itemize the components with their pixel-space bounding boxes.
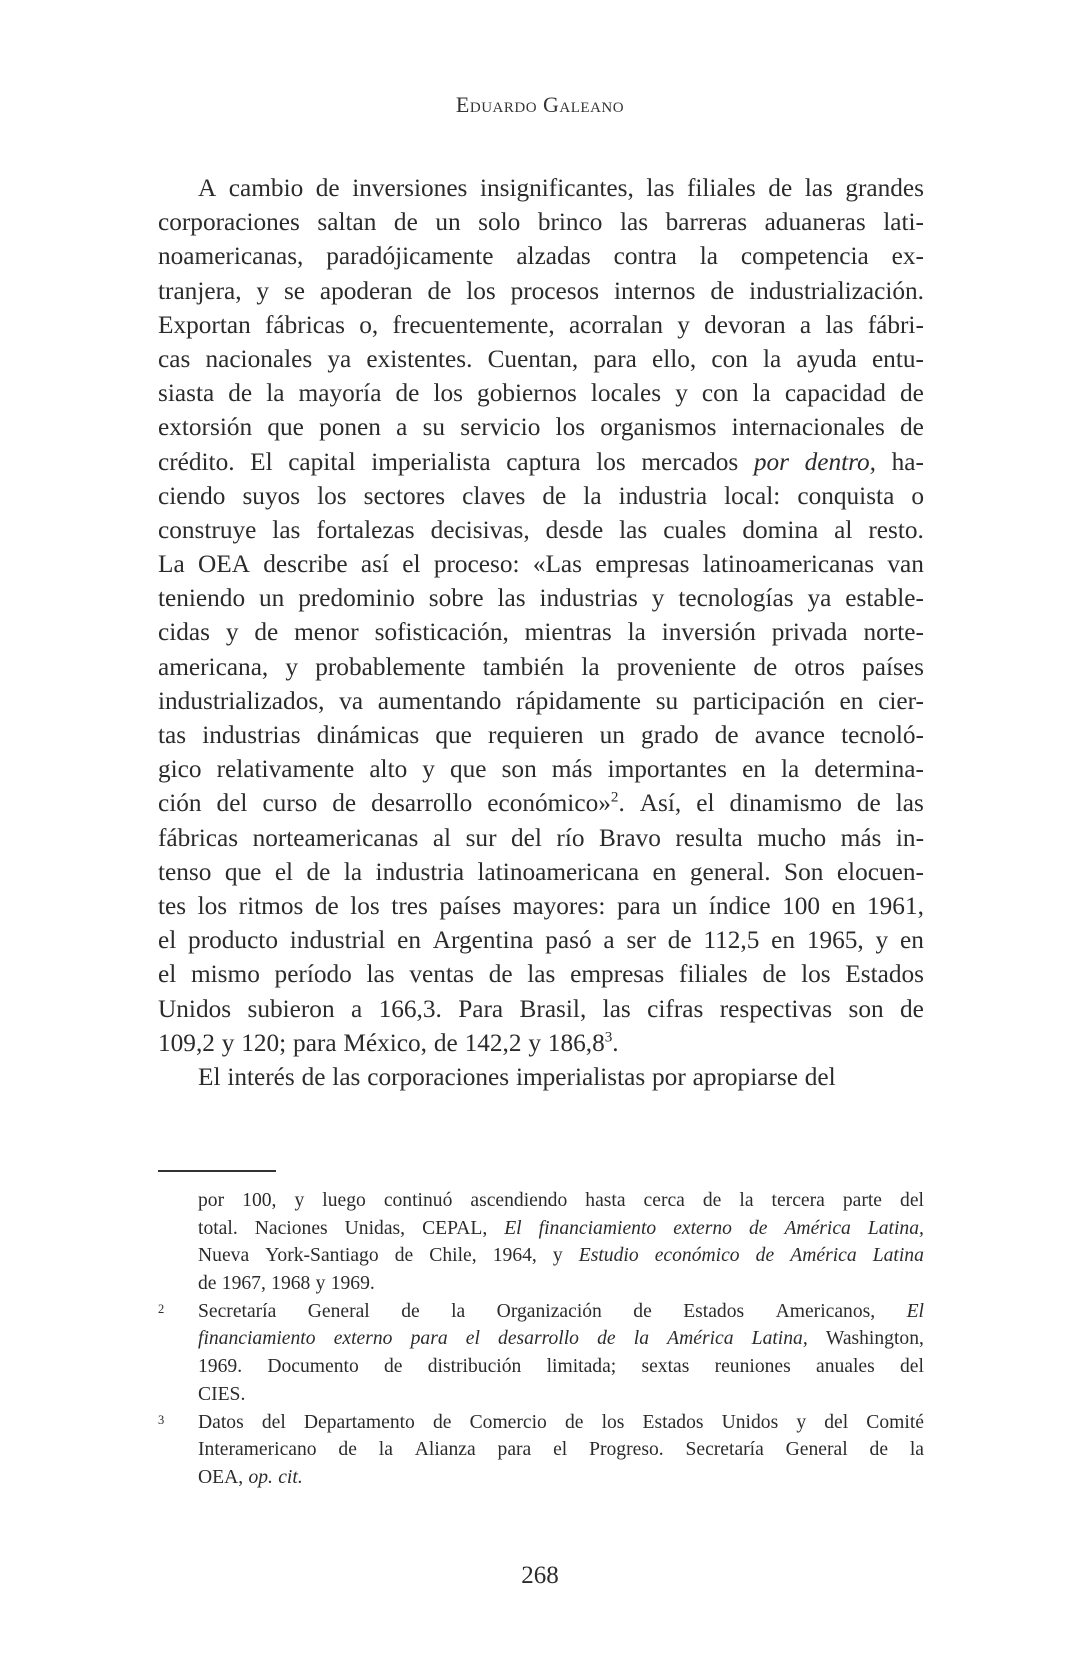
body-line: El interés de las corporaciones imperialistas por apropiarse del [198, 1062, 836, 1091]
body-line: Unidos subieron a 166,3. Para Brasil, las cifras respectivas son de [158, 994, 924, 1023]
body-line: el mismo período las ventas de las empresas filiales de los Estados [158, 960, 924, 989]
body-line: ciendo suyos los sectores claves de la industria local: conquista o [158, 481, 924, 510]
footnotes [158, 1187, 924, 1492]
body-line: gico relativamente alto y que son más importantes en la determina- [158, 755, 924, 784]
footnote-line: Interamericano de la Alianza para el Progreso. Secretaría General de la [198, 1439, 924, 1461]
body-line: tes los ritmos de los tres países mayores: para un índice 100 en 1961, [158, 891, 924, 920]
body-text [158, 171, 924, 1094]
footnote-3: 3 Datos del Departamento de Comercio de los Estados Unidos y del Comité [158, 1409, 924, 1437]
running-head: Eduardo Galeano [455, 92, 625, 117]
body-line: siasta de la mayoría de los gobiernos locales y con la capacidad de [158, 379, 924, 408]
body-line: La OEA describe así el proceso: «Las empresas latinoamericanas van [158, 550, 924, 579]
body-line: tranjera, y se apoderan de los procesos internos de industrialización. [158, 276, 924, 305]
body-line: cas nacionales ya existentes. Cuentan, para ello, con la ayuda entu- [158, 344, 924, 373]
footnote-number: 3 [158, 1412, 165, 1427]
body-line: industrializados, va aumentando rápidamente su participación en cier- [158, 686, 924, 715]
footnote-line: 1969. Documento de distribución limitada; sextas reuniones anuales del [198, 1356, 924, 1378]
body-line: americana, y probablemente también la proveniente de otros países [158, 652, 924, 681]
footnote-line: Nueva York-Santiago de Chile, 1964, y Estudio económico de América Latina [198, 1245, 924, 1267]
body-line: noamericanas, paradójicamente alzadas contra la competencia ex- [158, 242, 924, 271]
body-line: A cambio de inversiones insignificantes, las filiales de las grandes [198, 174, 924, 202]
body-line: el producto industrial en Argentina pasó a ser de 112,5 en 1965, y en [158, 926, 924, 955]
body-line: teniendo un predominio sobre las industrias y tecnologías ya estable- [158, 584, 924, 613]
body-line: crédito. El capital imperialista captura los mercados por dentro, ha- [158, 447, 924, 476]
footnote-line: OEA, op. cit. [198, 1466, 303, 1488]
body-line: corporaciones saltan de un solo brinco las barreras aduaneras lati- [158, 208, 924, 237]
footnote-number: 2 [158, 1301, 165, 1316]
body-line: tas industrias dinámicas que requieren un grado de avance tecnoló- [158, 721, 924, 749]
footnote-line: total. Naciones Unidas, CEPAL, El financiamiento externo de América Latina, [198, 1217, 924, 1239]
footnote-rule [158, 1170, 276, 1172]
body-line: Exportan fábricas o, frecuentemente, acorralan y devoran a las fábri- [158, 310, 924, 339]
footnote-line: por 100, y luego continuó ascendiendo hasta cerca de la tercera parte del [198, 1190, 924, 1211]
footnote-line: CIES. [198, 1383, 246, 1405]
footnote-line: financiamiento externo para el desarrollo de la América Latina, Washington, [198, 1328, 924, 1350]
footnote-2: 2 Secretaría General de la Organización de Estados Americanos, El [158, 1298, 924, 1326]
footnote-line: de 1967, 1968 y 1969. [198, 1273, 375, 1295]
body-line: extorsión que ponen a su servicio los organismos internacionales de [158, 413, 924, 442]
body-line: tenso que el de la industria latinoamericana en general. Son elocuen- [158, 857, 924, 886]
body-line: fábricas norteamericanas al sur del río Bravo resulta mucho más in- [158, 823, 924, 852]
body-line: construye las fortalezas decisivas, desde las cuales domina al resto. [158, 515, 924, 544]
body-line: ción del curso de desarrollo económico»$^2$. Así, el dinamismo de las [158, 788, 924, 818]
page-number: 268 [521, 1562, 559, 1589]
body-line: 109,2 y 120; para México, de 142,2 y 186,8$^3$. [158, 1028, 619, 1057]
body-line: cidas y de menor sofisticación, mientras la inversión privada norte- [158, 618, 924, 647]
